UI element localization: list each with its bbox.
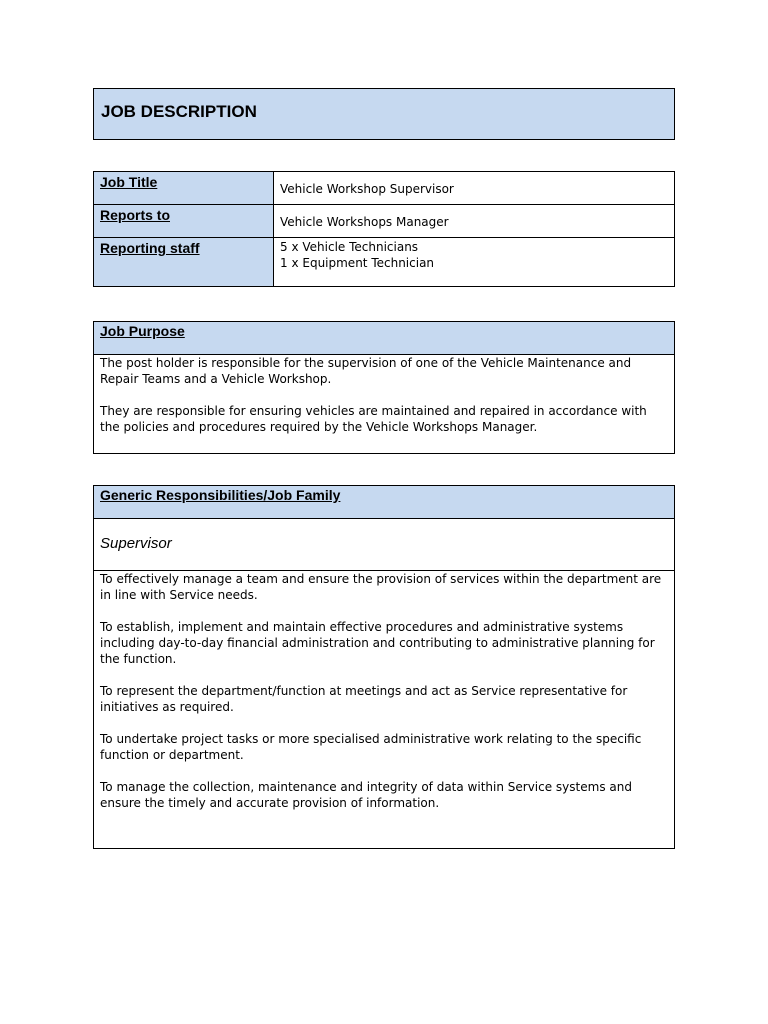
job-info-table <box>93 171 675 287</box>
title-box <box>93 88 675 140</box>
job-family-subheading: Supervisor <box>94 519 674 571</box>
paragraph: To manage the collection, maintenance and integrity of data within Service systems and ensure the timely and accurate provision of information. <box>100 780 632 810</box>
paragraph: To undertake project tasks or more specialised administrative work relating to the specific function or department. <box>100 732 642 762</box>
job-purpose-body <box>94 355 674 435</box>
paragraph: They are responsible for ensuring vehicles are maintained and repaired in accordance with the policies and procedures required by the Vehicle Workshops Manager. <box>100 404 647 434</box>
document-title: JOB DESCRIPTION <box>101 102 257 121</box>
table-row <box>94 205 675 238</box>
generic-responsibilities-body <box>94 571 674 811</box>
reports-to-label: Reports to <box>94 205 274 238</box>
reports-to-text: Vehicle Workshops Manager <box>280 215 449 229</box>
reporting-staff-label: Reporting staff <box>94 238 274 287</box>
table-row <box>94 172 675 205</box>
job-title-label: Job Title <box>94 172 274 205</box>
job-title-text: Vehicle Workshop Supervisor <box>280 182 454 196</box>
reporting-staff-line: 5 x Vehicle Technicians <box>280 240 419 254</box>
table-row <box>94 238 675 287</box>
reporting-staff-line: 1 x Equipment Technician <box>280 256 435 270</box>
paragraph: The post holder is responsible for the supervision of one of the Vehicle Maintenance and Repair Teams and a Vehicle Workshop. <box>100 356 632 386</box>
job-purpose-section <box>93 321 675 454</box>
job-purpose-heading: Job Purpose <box>94 322 674 355</box>
reports-to-value <box>274 205 675 238</box>
paragraph: To effectively manage a team and ensure the provision of services within the department are in line with Service needs. <box>100 572 662 602</box>
paragraph: To establish, implement and maintain effective procedures and administrative systems including day-to-day financial administration and contributing to administrative planning for the function. <box>100 620 655 666</box>
generic-responsibilities-section <box>93 485 675 849</box>
paragraph: To represent the department/function at meetings and act as Service representative for initiatives as required. <box>100 684 628 714</box>
reporting-staff-value <box>274 238 675 287</box>
generic-responsibilities-heading: Generic Responsibilities/Job Family <box>94 486 674 519</box>
job-title-value <box>274 172 675 205</box>
